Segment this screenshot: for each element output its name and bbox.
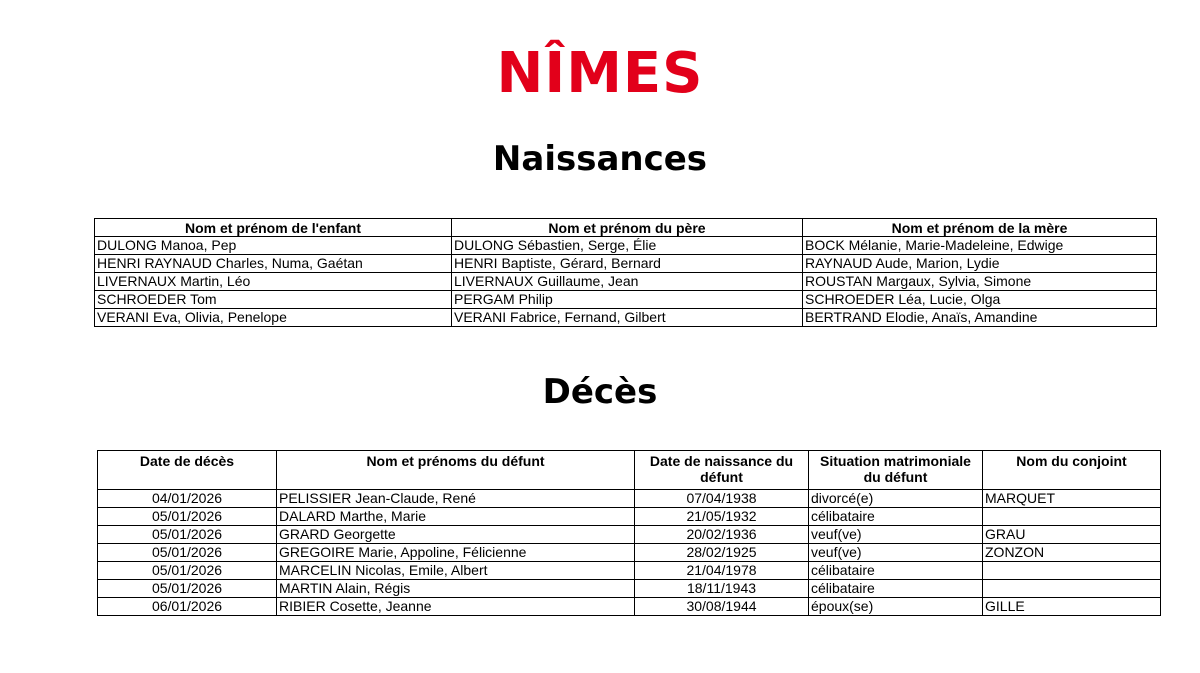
child-name: SCHROEDER Tom: [95, 291, 452, 309]
mother-name: BOCK Mélanie, Marie-Madeleine, Edwige: [803, 237, 1157, 255]
marital-status: divorcé(e): [809, 490, 983, 508]
deaths-table: [97, 450, 1161, 616]
header-mother-name: Nom et prénom de la mère: [803, 219, 1157, 237]
births-section-title: Naissances: [492, 139, 708, 179]
birth-date: 21/04/1978: [635, 562, 809, 580]
death-date: 06/01/2026: [98, 598, 277, 616]
table-row: [95, 291, 1157, 309]
spouse-name: GILLE: [983, 598, 1161, 616]
table-row: [98, 526, 1161, 544]
table-row: [95, 309, 1157, 327]
marital-status: célibataire: [809, 562, 983, 580]
marital-status: veuf(ve): [809, 526, 983, 544]
header-spouse-name: Nom du conjoint: [983, 451, 1161, 490]
birth-date: 30/08/1944: [635, 598, 809, 616]
birth-date: 20/02/1936: [635, 526, 809, 544]
deceased-name: MARTIN Alain, Régis: [277, 580, 635, 598]
header-death-date: Date de décès: [98, 451, 277, 490]
header-deceased-name: Nom et prénoms du défunt: [277, 451, 635, 490]
header-child-name: Nom et prénom de l'enfant: [95, 219, 452, 237]
deceased-name: MARCELIN Nicolas, Emile, Albert: [277, 562, 635, 580]
deceased-name: GREGOIRE Marie, Appoline, Félicienne: [277, 544, 635, 562]
mother-name: RAYNAUD Aude, Marion, Lydie: [803, 255, 1157, 273]
child-name: DULONG Manoa, Pep: [95, 237, 452, 255]
spouse-name: [983, 580, 1161, 598]
father-name: HENRI Baptiste, Gérard, Bernard: [452, 255, 803, 273]
mother-name: SCHROEDER Léa, Lucie, Olga: [803, 291, 1157, 309]
table-row: [98, 490, 1161, 508]
spouse-name: GRAU: [983, 526, 1161, 544]
birth-date: 07/04/1938: [635, 490, 809, 508]
table-row: [98, 508, 1161, 526]
deceased-name: RIBIER Cosette, Jeanne: [277, 598, 635, 616]
spouse-name: MARQUET: [983, 490, 1161, 508]
child-name: LIVERNAUX Martin, Léo: [95, 273, 452, 291]
marital-status: célibataire: [809, 508, 983, 526]
spouse-name: [983, 508, 1161, 526]
father-name: VERANI Fabrice, Fernand, Gilbert: [452, 309, 803, 327]
table-row: [95, 255, 1157, 273]
child-name: HENRI RAYNAUD Charles, Numa, Gaétan: [95, 255, 452, 273]
death-date: 05/01/2026: [98, 562, 277, 580]
table-row: [95, 273, 1157, 291]
mother-name: ROUSTAN Margaux, Sylvia, Simone: [803, 273, 1157, 291]
header-marital-status: Situation matrimoniale du défunt: [809, 451, 983, 490]
birth-date: 18/11/1943: [635, 580, 809, 598]
city-title: NÎMES: [496, 41, 704, 106]
father-name: LIVERNAUX Guillaume, Jean: [452, 273, 803, 291]
table-row: [98, 562, 1161, 580]
header-birth-date: Date de naissance du défunt: [635, 451, 809, 490]
child-name: VERANI Eva, Olivia, Penelope: [95, 309, 452, 327]
marital-status: célibataire: [809, 580, 983, 598]
births-header-row: [95, 219, 1157, 237]
father-name: DULONG Sébastien, Serge, Élie: [452, 237, 803, 255]
table-row: [98, 598, 1161, 616]
death-date: 05/01/2026: [98, 580, 277, 598]
father-name: PERGAM Philip: [452, 291, 803, 309]
table-row: [98, 544, 1161, 562]
birth-date: 21/05/1932: [635, 508, 809, 526]
death-date: 04/01/2026: [98, 490, 277, 508]
table-row: [98, 580, 1161, 598]
marital-status: époux(se): [809, 598, 983, 616]
death-date: 05/01/2026: [98, 508, 277, 526]
deceased-name: GRARD Georgette: [277, 526, 635, 544]
header-father-name: Nom et prénom du père: [452, 219, 803, 237]
birth-date: 28/02/1925: [635, 544, 809, 562]
spouse-name: [983, 562, 1161, 580]
deceased-name: DALARD Marthe, Marie: [277, 508, 635, 526]
deceased-name: PELISSIER Jean-Claude, René: [277, 490, 635, 508]
death-date: 05/01/2026: [98, 526, 277, 544]
deaths-section-title: Décès: [542, 372, 658, 412]
mother-name: BERTRAND Elodie, Anaïs, Amandine: [803, 309, 1157, 327]
spouse-name: ZONZON: [983, 544, 1161, 562]
table-row: [95, 237, 1157, 255]
births-table: [94, 218, 1157, 327]
marital-status: veuf(ve): [809, 544, 983, 562]
death-date: 05/01/2026: [98, 544, 277, 562]
deaths-header-row: [98, 451, 1161, 490]
